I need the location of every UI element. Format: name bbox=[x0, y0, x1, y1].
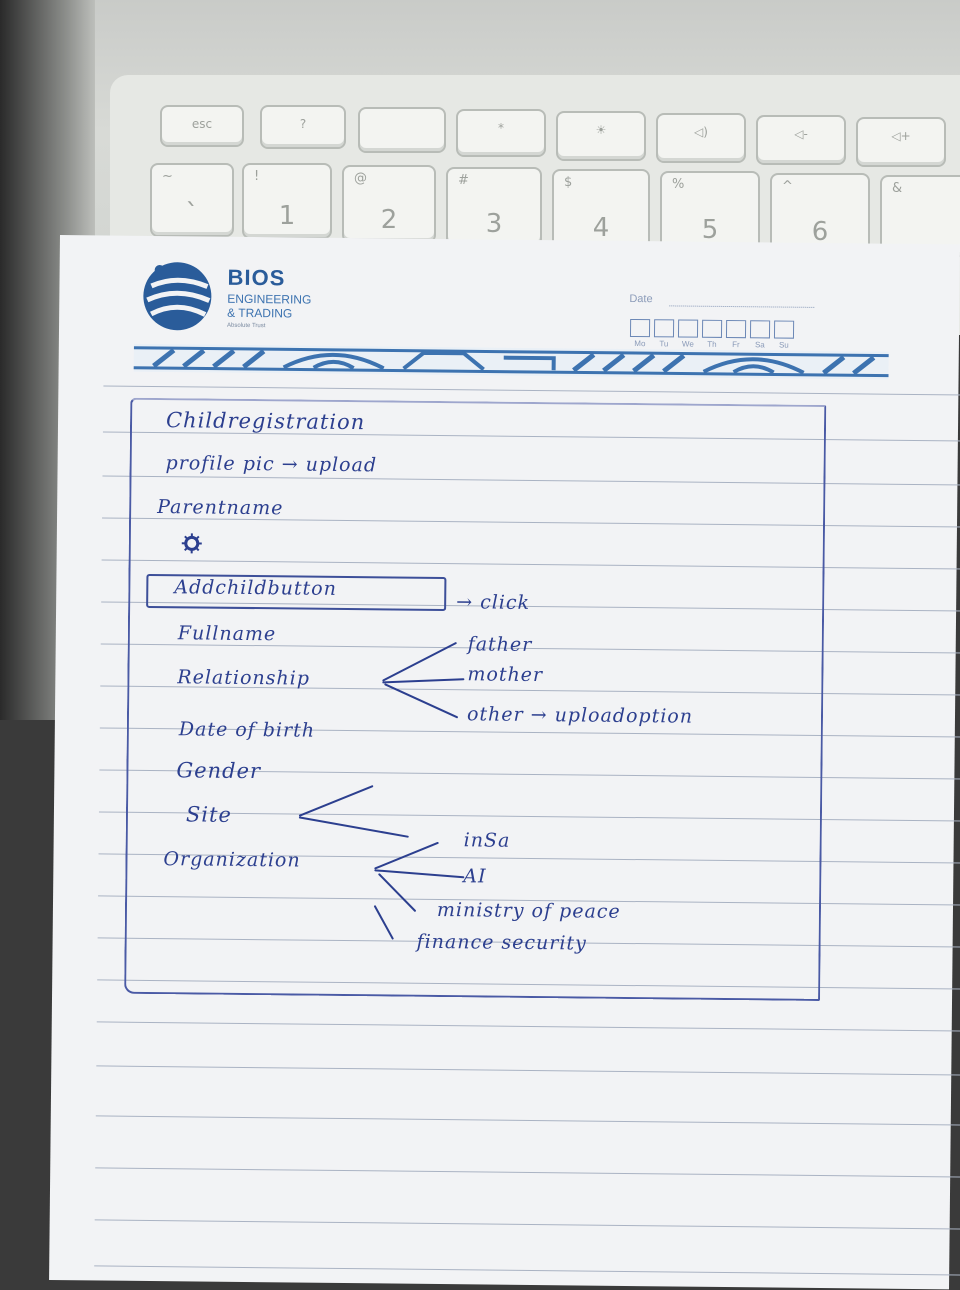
key-1[interactable]: ! 1 bbox=[242, 163, 332, 239]
relationship-option: mother bbox=[467, 663, 544, 687]
key-5[interactable]: % 5 bbox=[660, 171, 760, 253]
note-title: Childregistration bbox=[165, 408, 366, 435]
note-site: Site bbox=[185, 802, 233, 827]
key-f5[interactable]: ◁) bbox=[656, 113, 746, 163]
key-3[interactable]: # 3 bbox=[446, 167, 542, 247]
organization-option: finance security bbox=[416, 930, 587, 955]
relationship-option: other → uploadoption bbox=[466, 703, 694, 728]
key-6[interactable]: ^ 6 bbox=[770, 173, 870, 255]
organization-option: AI bbox=[463, 865, 487, 888]
brand-subtitle: ENGINEERING & TRADING bbox=[227, 291, 312, 321]
key-esc[interactable]: esc bbox=[160, 105, 244, 147]
note-gender: Gender bbox=[176, 758, 262, 784]
brand-tagline: Absolute Trust bbox=[227, 322, 266, 330]
note-profile-pic: profile pic → upload bbox=[165, 452, 378, 477]
notepad-page bbox=[49, 235, 960, 1289]
key-2[interactable]: @ 2 bbox=[342, 165, 436, 243]
organization-option: ministry of peace bbox=[436, 898, 621, 923]
weekday-boxes: Mo Tu We Th Fr Sa Su bbox=[629, 319, 795, 350]
date-label: Date bbox=[629, 292, 653, 306]
relationship-option: father bbox=[467, 633, 533, 656]
key-7[interactable]: & bbox=[880, 175, 960, 257]
click-annotation: → click bbox=[456, 591, 531, 614]
organization-option: inSa bbox=[463, 829, 511, 852]
note-date-of-birth: Date of birth bbox=[178, 718, 316, 742]
key-f1[interactable]: ? bbox=[260, 105, 346, 149]
key-backtick[interactable]: ~ ` bbox=[150, 163, 234, 237]
key-4[interactable]: $ 4 bbox=[552, 169, 650, 251]
note-organization: Organization bbox=[163, 848, 301, 872]
brand-name: BIOS bbox=[227, 264, 286, 291]
note-relationship: Relationship bbox=[177, 666, 311, 690]
key-f6[interactable]: ◁- bbox=[756, 115, 846, 165]
note-full-name: Fullname bbox=[177, 622, 277, 646]
key-f7[interactable]: ◁+ bbox=[856, 117, 946, 167]
add-child-label: Addchildbutton bbox=[174, 576, 338, 600]
note-parent-name: Parentname bbox=[157, 496, 284, 520]
key-f4[interactable]: ☀ bbox=[556, 111, 646, 161]
key-f2[interactable] bbox=[358, 107, 446, 153]
branch-strokes bbox=[52, 235, 960, 1004]
key-f3[interactable]: * bbox=[456, 109, 546, 157]
